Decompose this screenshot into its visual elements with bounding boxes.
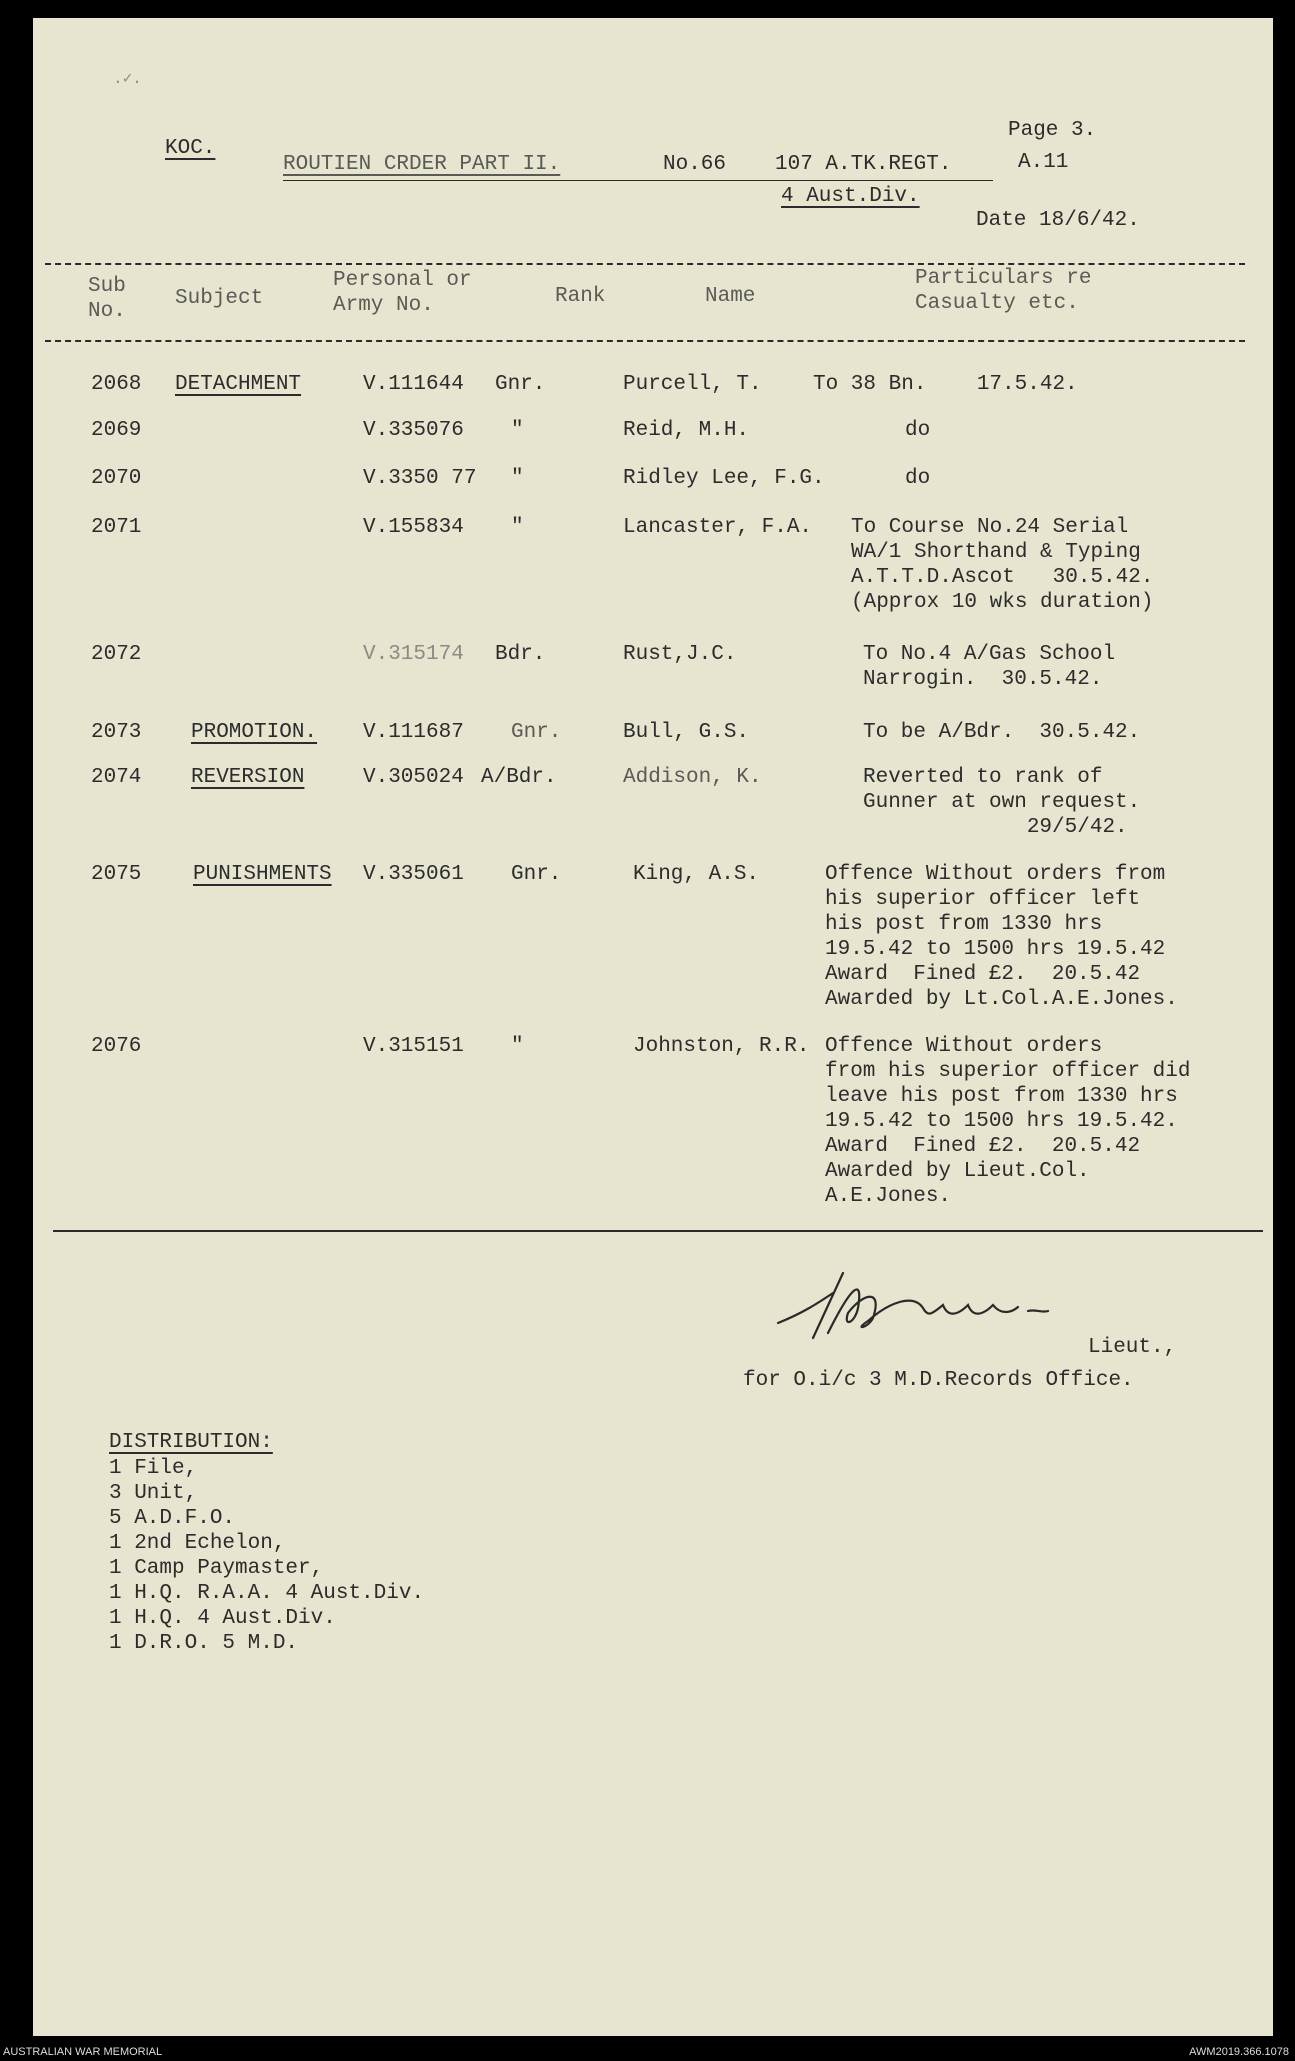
row-subject: DETACHMENT — [175, 373, 302, 396]
row-name: Lancaster, F.A. — [623, 516, 813, 539]
row-name: Ridley Lee, F.G. — [623, 467, 825, 490]
row-sub-no: 2073 — [91, 721, 142, 744]
handwritten-signature — [773, 1263, 1113, 1353]
row-army-no: V.315174 — [363, 643, 464, 666]
row-particulars: do — [905, 467, 931, 490]
order-number: No.66 — [663, 153, 727, 176]
reference-code: KOC. — [165, 137, 216, 160]
row-particulars: To No.4 A/Gas School Narrogin. 30.5.42. — [863, 643, 1116, 691]
row-army-no: V.111644 — [363, 373, 464, 396]
row-subject: PROMOTION. — [191, 721, 318, 744]
row-army-no: V.315151 — [363, 1035, 464, 1058]
row-sub-no: 2069 — [91, 419, 142, 442]
col-rank: Rank — [555, 285, 606, 308]
row-sub-no: 2071 — [91, 516, 142, 539]
row-rank: " — [511, 467, 524, 490]
row-name: King, A.S. — [633, 863, 760, 886]
page-number: Page 3. — [1008, 119, 1097, 142]
annex-ref: A.11 — [1018, 151, 1069, 174]
row-sub-no: 2070 — [91, 467, 142, 490]
row-name: Johnston, R.R. — [633, 1035, 810, 1058]
title-underline — [283, 180, 993, 181]
order-date: Date 18/6/42. — [976, 209, 1140, 232]
archive-reference: AWM2019.366.1078 — [1189, 2046, 1289, 2058]
col-sub-no: Sub No. — [88, 275, 126, 324]
unit-name: 107 A.TK.REGT. — [775, 153, 952, 176]
archive-credit: AUSTRALIAN WAR MEMORIAL — [3, 2046, 163, 2058]
distribution-item: 1 H.Q. R.A.A. 4 Aust.Div. — [109, 1582, 425, 1605]
distribution-heading: DISTRIBUTION: — [109, 1431, 273, 1454]
row-rank: " — [511, 516, 524, 539]
row-army-no: V.335061 — [363, 863, 464, 886]
signatory-office: for O.i/c 3 M.D.Records Office. — [743, 1369, 1134, 1392]
row-name: Rust,J.C. — [623, 643, 737, 666]
row-army-no: V.155834 — [363, 516, 464, 539]
distribution-item: 1 D.R.O. 5 M.D. — [109, 1632, 299, 1655]
row-rank: Bdr. — [495, 643, 546, 666]
col-particulars: Particulars re Casualty etc. — [915, 267, 1092, 316]
row-sub-no: 2072 — [91, 643, 142, 666]
row-subject: REVERSION — [191, 766, 305, 789]
row-particulars: Offence Without orders from his superior officer did leave his post from 1330 hrs 19.5.42 to 1500 hrs 19.5.42. Award Fined £2. 20.5.42 Awarded by Lieut.Col. A.E.Jones. — [825, 1035, 1191, 1208]
signatory-rank: Lieut., — [1088, 1336, 1177, 1359]
row-particulars: Offence Without orders from his superior officer left his post from 1330 hrs 19.5.42 to 1500 hrs 19.5.42 Award Fined £2. 20.5.42 Awarded by Lt.Col.A.E.Jones. — [825, 863, 1178, 1011]
row-army-no: V.335076 — [363, 419, 464, 442]
distribution-item: 1 File, — [109, 1457, 198, 1480]
distribution-item: 1 2nd Echelon, — [109, 1532, 286, 1555]
row-sub-no: 2075 — [91, 863, 142, 886]
header-top-rule — [45, 263, 1245, 265]
document-title: ROUTIEN CRDER PART II. — [283, 153, 561, 176]
row-rank: Gnr. — [511, 721, 562, 744]
row-name: Purcell, T. — [623, 373, 762, 396]
row-particulars: do — [905, 419, 931, 442]
row-particulars: To 38 Bn. 17.5.42. — [813, 373, 1078, 396]
row-name: Bull, G.S. — [623, 721, 750, 744]
header-bottom-rule — [45, 340, 1245, 342]
row-sub-no: 2068 — [91, 373, 142, 396]
col-name: Name — [705, 285, 756, 308]
distribution-item: 1 H.Q. 4 Aust.Div. — [109, 1607, 336, 1630]
row-army-no: V.3350 77 — [363, 467, 477, 490]
row-rank: " — [511, 419, 524, 442]
row-subject: PUNISHMENTS — [193, 863, 332, 886]
row-rank: Gnr. — [511, 863, 562, 886]
row-rank: A/Bdr. — [481, 766, 557, 789]
table-bottom-rule — [53, 1230, 1263, 1232]
row-particulars: Reverted to rank of Gunner at own request. 29/5/42. — [863, 766, 1141, 839]
stray-mark: .✓. — [113, 70, 142, 88]
row-name: Addison, K. — [623, 766, 762, 789]
distribution-item: 1 Camp Paymaster, — [109, 1557, 324, 1580]
distribution-item: 3 Unit, — [109, 1482, 198, 1505]
row-army-no: V.111687 — [363, 721, 464, 744]
row-particulars: To Course No.24 Serial WA/1 Shorthand & Typing A.T.T.D.Ascot 30.5.42. (Approx 10 wks duration) — [851, 516, 1154, 614]
row-name: Reid, M.H. — [623, 419, 750, 442]
row-particulars: To be A/Bdr. 30.5.42. — [863, 721, 1141, 744]
row-rank: " — [511, 1035, 524, 1058]
row-army-no: V.305024 — [363, 766, 464, 789]
col-army-no: Personal or Army No. — [333, 269, 472, 318]
row-rank: Gnr. — [495, 373, 546, 396]
distribution-item: 5 A.D.F.O. — [109, 1507, 236, 1530]
division-name: 4 Aust.Div. — [781, 185, 920, 208]
document-page — [33, 18, 1273, 2036]
row-sub-no: 2076 — [91, 1035, 142, 1058]
row-sub-no: 2074 — [91, 766, 142, 789]
col-subject: Subject — [175, 287, 264, 310]
